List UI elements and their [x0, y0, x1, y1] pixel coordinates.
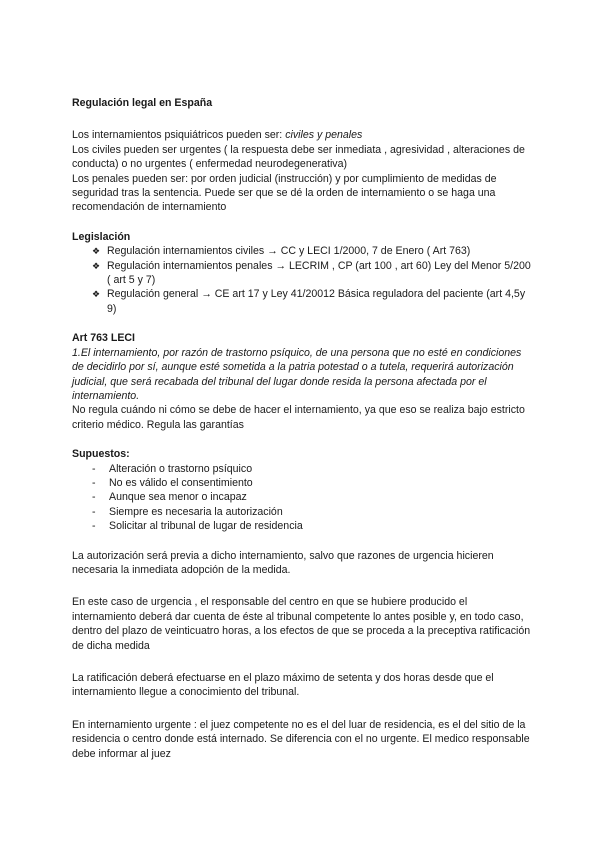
intro-line-3: Los penales pueden ser: por orden judicial (instrucción) y por cumplimiento de medidas de seguridad tras la sentencia. Puede ser que se dé la orden de internamiento o se haga una recomendación de internamiento [72, 172, 497, 214]
document-page [72, 96, 532, 761]
list-item: - Siempre es necesaria la autorización [92, 505, 532, 519]
intro-line-2: Los civiles pueden ser urgentes ( la respuesta debe ser inmediata , agresividad , alteraciones de conducta) o no urgentes ( enfermedad neurodegenerativa) [72, 143, 525, 171]
intro-line-1 [72, 128, 532, 142]
list-item: - Alteración o trastorno psíquico [92, 462, 532, 476]
document-title: Regulación legal en España [72, 97, 213, 109]
paragraph-ratificacion: La ratificación deberá efectuarse en el plazo máximo de setenta y dos horas desde que el internamiento llegue a conocimiento del tribunal. [72, 672, 494, 699]
list-item: ❖ Regulación internamientos penales → LECRIM , CP (art 100 , art 60) Ley del Menor 5/200 ( art 5 y 7) [92, 259, 532, 288]
supuestos-heading: Supuestos: [72, 448, 130, 461]
art763-heading: Art 763 LECI [72, 332, 135, 345]
art763-note: No regula cuándo ni cómo se debe de hacer el internamiento, ya que eso se realiza bajo estricto criterio médico. Regula las garantías [72, 404, 525, 431]
list-item: - Solicitar al tribunal de lugar de residencia [92, 519, 532, 533]
paragraph-urgencia: En este caso de urgencia , el responsable del centro en que se hubiere producido el internamiento deberá dar cuenta de éste al tribunal competente lo antes posible y, en todo caso, dentro del plazo de veinticuatro horas, a los efectos de que se proceda a la preceptiva ratificación de dicha medida [72, 596, 531, 652]
list-item: - No es válido el consentimiento [92, 476, 532, 490]
art763-quote: 1.El internamiento, por razón de trastorno psíquico, de una persona que no esté en condiciones de decidirlo por sí, aunque esté sometida a la patria potestad o a tutela, requerirá autorización judicial, que será recabada del tribunal del lugar donde resida la persona afectada por el internamiento. [72, 346, 522, 402]
supuestos-list [72, 462, 532, 534]
legislacion-heading: Legislación [72, 230, 131, 243]
intro-line-1-italic: civiles y penales [285, 129, 363, 142]
legislacion-list [72, 244, 532, 316]
list-item: ❖ Regulación internamientos civiles → CC y LECI 1/2000, 7 de Enero ( Art 763) [92, 244, 532, 258]
intro-line-1-prefix: Los internamientos psiquiátricos pueden ser: [72, 129, 286, 142]
paragraph-autorizacion: La autorización será previa a dicho internamiento, salvo que razones de urgencia hicieren necesaria la inmediata adopción de la medida. [72, 549, 494, 576]
paragraph-internamiento-urgente: En internamiento urgente : el juez competente no es el del luar de residencia, es el del sitio de la residencia o centro donde está internado. Se diferencia con el no urgente. El medico responsable debe informar al juez [72, 718, 530, 760]
list-item: ❖ Regulación general → CE art 17 y Ley 41/20012 Básica reguladora del paciente (art 4,5y 9) [92, 287, 532, 316]
list-item: - Aunque sea menor o incapaz [92, 490, 532, 504]
